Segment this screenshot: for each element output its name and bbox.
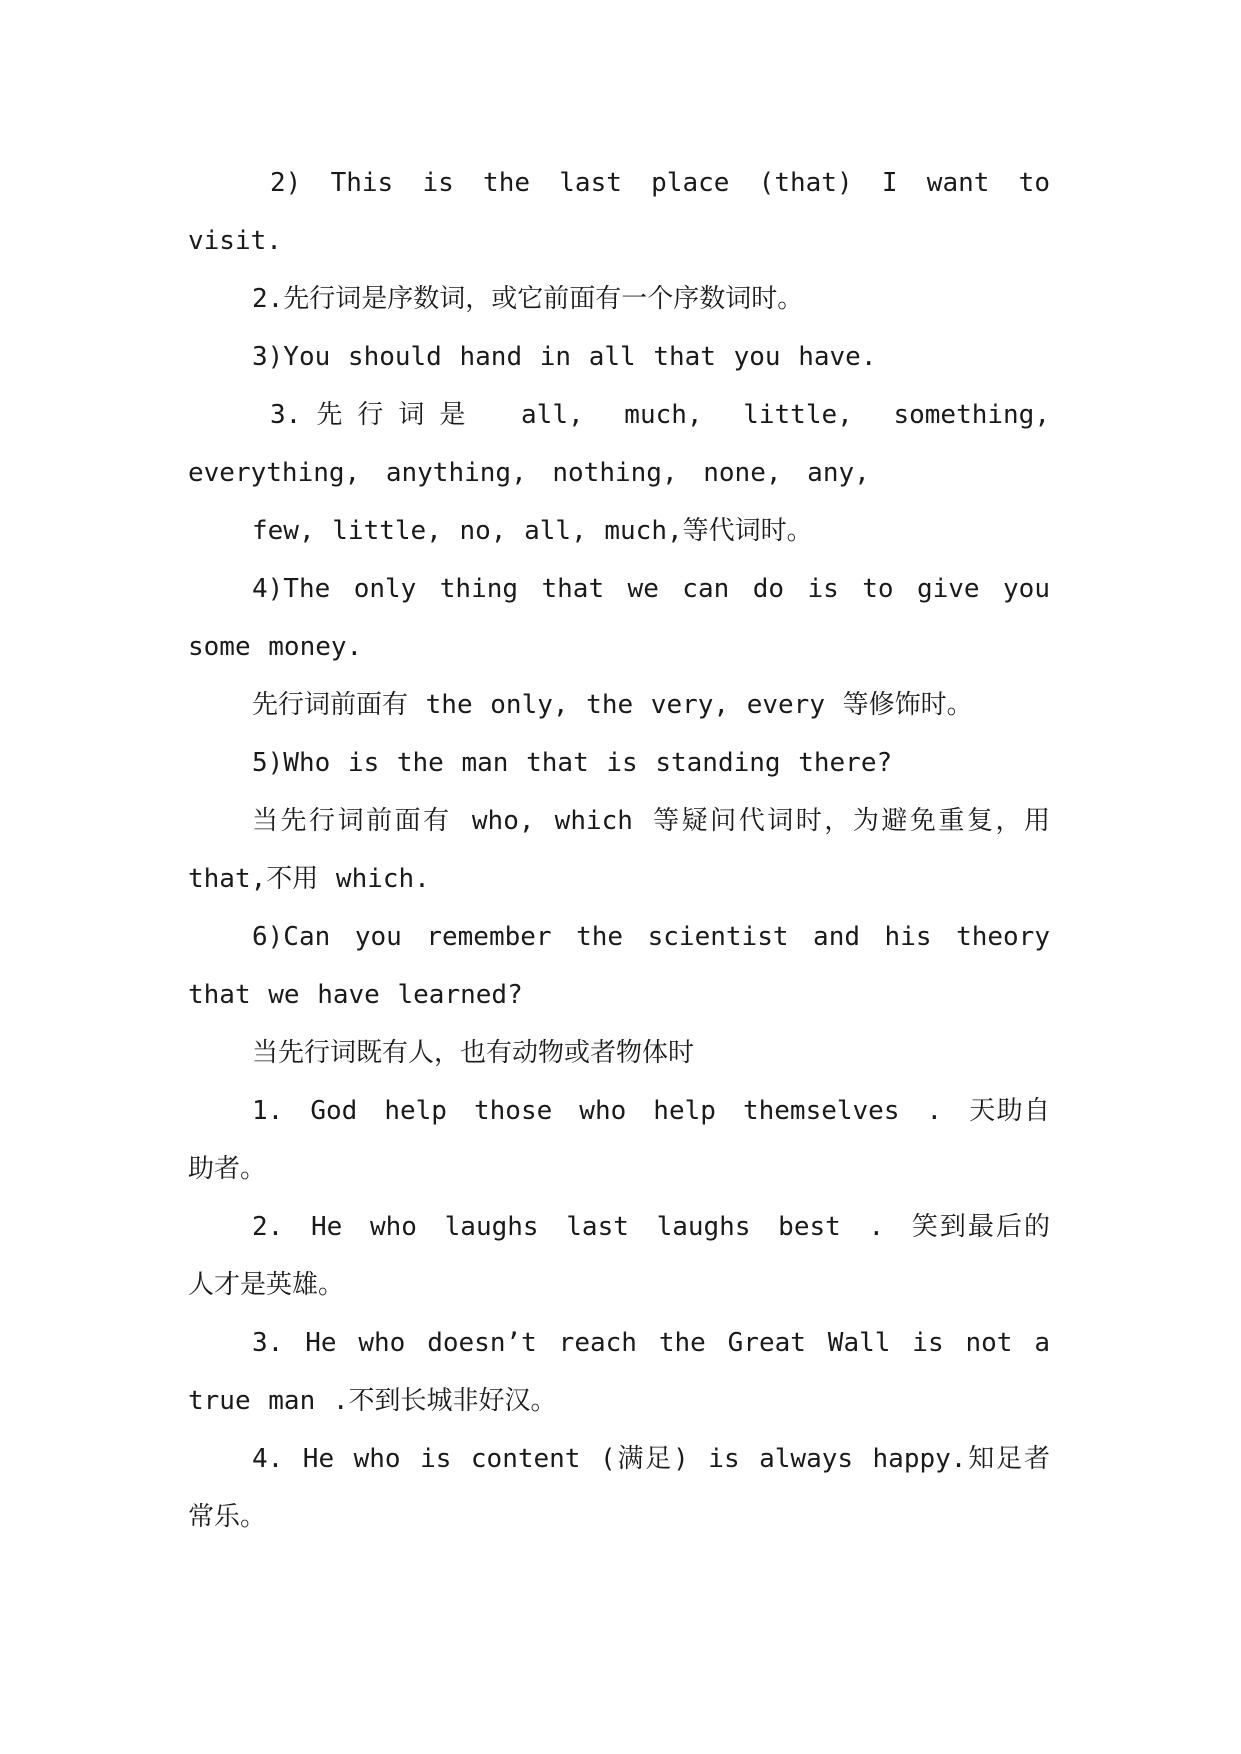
example-sentence-6: 6)Can you remember the scientist and his theory that we have learned? <box>188 922 1050 1010</box>
proverb-2: 2. He who laughs last laughs best . 笑到最后的人才是英雄。 <box>188 1212 1050 1300</box>
rule-only-very-every: 先行词前面有 the only, the very, every 等修饰时。 <box>252 690 973 720</box>
proverb-3: 3. He who doesn’t reach the Great Wall is not a true man .不到长城非好汉。 <box>188 1328 1050 1416</box>
rule-people-and-things: 当先行词既有人，也有动物或者物体时 <box>252 1038 695 1068</box>
rule-3-pronouns-continued: few, little, no, all, much,等代词时。 <box>252 516 813 546</box>
rule-3-pronouns: 3.先行词是 all, much, little, something, everything, anything, nothing, none, any, <box>188 400 1050 488</box>
example-sentence-4: 4)The only thing that we can do is to give you some money. <box>188 574 1050 662</box>
rule-interrogative-pronoun: 当先行词前面有 who, which 等疑问代词时，为避免重复，用 that,不用 which. <box>188 806 1050 894</box>
example-sentence-3: 3)You should hand in all that you have. <box>252 342 877 372</box>
proverb-1: 1. God help those who help themselves . 天助自助者。 <box>188 1096 1050 1184</box>
example-sentence-2: 2) This is the last place (that) I want to visit. <box>188 168 1050 256</box>
rule-2-ordinal: 2.先行词是序数词，或它前面有一个序数词时。 <box>252 284 804 314</box>
document-body <box>188 154 1050 1546</box>
proverb-4: 4. He who is content (满足) is always happy.知足者常乐。 <box>188 1444 1050 1532</box>
example-sentence-5: 5)Who is the man that is standing there? <box>252 748 893 778</box>
